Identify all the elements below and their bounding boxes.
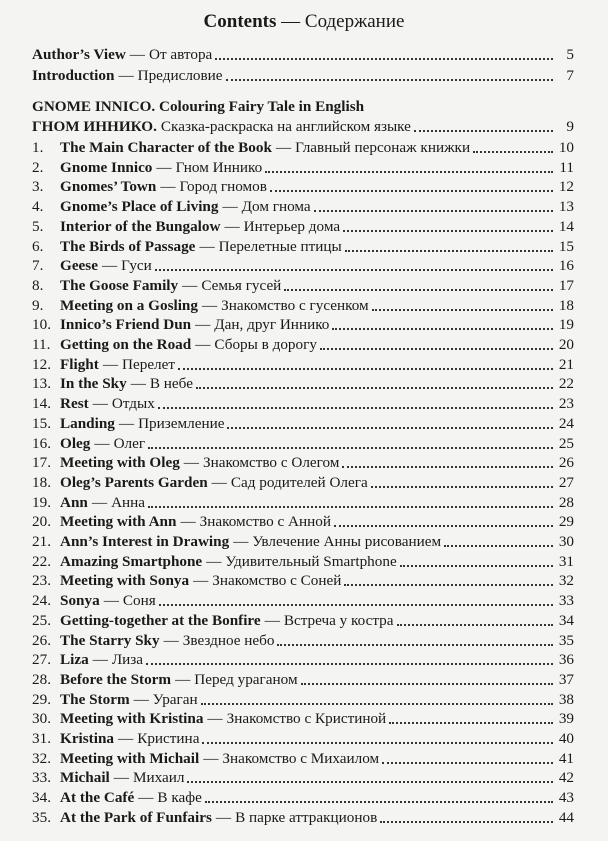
dot-leader [342,466,553,468]
dot-leader [301,683,553,685]
entry-title-en: The Goose Family [60,277,179,294]
entry-title-en: The Main Character of the Book [60,139,272,156]
page-number: 22 [558,375,574,392]
entry-number: 5. [32,218,44,235]
entry-number: 30. [32,710,51,727]
page-number: 37 [558,671,574,688]
entry-title-en: Getting-together at the Bonfire [60,612,261,629]
entry-number: 16. [32,435,51,452]
entry-dash: — [130,375,146,392]
entry-title-en: Introduction [32,67,115,84]
entry-title-ru: Город гномов [179,178,267,195]
page-number: 19 [558,316,574,333]
entry-title-en: The Starry Sky [60,632,160,649]
entry-title-en: Meeting with Oleg [60,454,180,471]
entry-title-ru: Удивительный Smartphone [225,553,397,570]
entry-dash: — [182,277,198,294]
entry-dash: — [101,257,118,274]
title-ru: Содержание [304,11,405,32]
entry-title-ru: Интерьер дома [243,218,341,235]
page-number: 13 [558,198,574,215]
entry-title-ru: Знакомство с Олегом [202,454,340,471]
entry-number: 27. [32,651,51,668]
entry-title-en: Michail [60,769,110,786]
toc-entry[interactable] [32,414,574,434]
toc-entry[interactable] [32,453,574,473]
page-number: 44 [558,809,574,826]
entry-number: 7. [32,257,44,274]
entry-title-ru: Перелетные птицы [218,238,342,255]
dot-leader [226,79,553,81]
section-title-ru-rest: Сказка-раскраска на английском языке [160,118,411,135]
entry-dash: — [183,454,199,471]
entry-dash: — [163,632,179,649]
page-number: 40 [558,730,574,747]
page-number: 17 [558,277,574,294]
entry-title-ru: В парке аттракционов [235,809,378,826]
entry-number: 20. [32,513,51,530]
title-dash: — [281,11,301,32]
toc-entry[interactable] [32,650,574,670]
page-number: 36 [558,651,574,668]
entry-number: 23. [32,572,51,589]
entry-dash: — [233,533,249,550]
entry-number: 28. [32,671,51,688]
entry-number: 33. [32,769,51,786]
entry-dash: — [103,592,119,609]
entry-title-ru: Дом гнома [241,198,311,215]
dot-leader [187,781,553,783]
entry-dash: — [180,513,196,530]
toc-entry[interactable] [32,394,574,414]
entry-dash: — [224,218,240,235]
page-title [0,11,608,33]
page-number: 16 [558,257,574,274]
page-number: 41 [558,750,574,767]
page-number: 32 [558,572,574,589]
entry-number: 12. [32,356,51,373]
entry-title-ru: Знакомство с гусенком [221,297,369,314]
page-number: 23 [558,395,574,412]
toc-entry[interactable] [32,611,574,631]
entry-number: 15. [32,415,51,432]
section-heading-en [32,97,574,117]
toc-entry[interactable] [32,158,574,178]
entry-title-ru: Сборы в дорогу [214,336,317,353]
entry-title-en: At the Café [60,789,135,806]
entry-title-en: Gnome’s Place of Living [60,198,219,215]
page-number: 42 [558,769,574,786]
dot-leader [158,407,553,409]
entry-title-ru: Предисловие [137,67,223,84]
entry-title-ru: Главный персонаж книжки [295,139,471,156]
page-number: 21 [558,356,574,373]
page-number: 20 [558,336,574,353]
page-number: 14 [558,218,574,235]
toc-entry[interactable] [32,512,574,532]
page-number: 26 [558,454,574,471]
entry-title-ru: Соня [122,592,156,609]
toc-entry[interactable] [32,690,574,710]
entry-title-en: Author’s View [32,46,126,63]
entry-number: 21. [32,533,51,550]
dot-leader [265,171,553,173]
page-number: 33 [558,592,574,609]
entry-title-ru: Михаил [132,769,185,786]
entry-number: 2. [32,159,44,176]
entry-title-ru: Лиза [111,651,144,668]
entry-title-ru: Увлечение Анны рисованием [252,533,442,550]
entry-title-en: Innico’s Friend Dun [60,316,192,333]
dot-leader [320,348,553,350]
entry-title-en: Getting on the Road [60,336,192,353]
page-number: 11 [559,159,574,176]
page-number: 31 [558,553,574,570]
section-heading-ru [32,117,574,137]
page-number: 35 [558,632,574,649]
entry-number: 18. [32,474,51,491]
entry-number: 25. [32,612,51,629]
dot-leader [270,190,553,192]
page-number: 7 [566,67,574,84]
entry-number: 32. [32,750,51,767]
toc-entry[interactable] [32,473,574,493]
entry-title-ru: Знакомство с Анной [199,513,331,530]
entry-number: 11. [32,336,51,353]
dot-leader [159,604,553,606]
entry-title-ru: Гном Иннико [175,159,263,176]
dot-leader [414,130,553,132]
entry-title-en: Before the Storm [60,671,172,688]
entry-title-ru: Знакомство с Кристиной [226,710,387,727]
page-number: 34 [558,612,574,629]
toc-entry[interactable] [32,434,574,454]
entry-title-en: Ann’s Interest in Drawing [60,533,230,550]
entry-number: 14. [32,395,51,412]
entry-title-ru: Анна [111,494,146,511]
entry-number: 8. [32,277,44,294]
toc-entry[interactable] [32,197,574,217]
entry-title-ru: Знакомство с Соней [212,572,342,589]
entry-title-ru: Дан, друг Иннико [214,316,330,333]
entry-number: 1. [32,139,44,156]
entry-title-ru: Приземление [138,415,225,432]
dot-leader [215,58,553,60]
dot-leader [277,644,553,646]
dot-leader [444,545,553,547]
entry-title-en: In the Sky [60,375,127,392]
dot-leader [473,151,553,153]
toc-entry[interactable] [32,571,574,591]
entry-number: 19. [32,494,51,511]
dot-leader [380,821,553,823]
entry-title-en: Oleg [60,435,91,452]
entry-dash: — [222,198,238,215]
title-en: Contents [203,11,277,32]
entry-dash: — [118,730,134,747]
dot-leader [284,289,553,291]
section-title-ru-bold: ГНОМ ИННИКО. [32,118,157,135]
page-number: 9 [566,118,574,135]
entry-title-en: Gnome Innico [60,159,153,176]
entry-dash: — [275,139,292,156]
toc-entry[interactable] [32,296,574,316]
entry-number: 4. [32,198,44,215]
dot-leader [148,447,553,449]
entry-title-en: Rest [60,395,89,412]
entry-dash: — [92,395,108,412]
entry-title-en: Interior of the Bungalow [60,218,221,235]
entry-number: 3. [32,178,44,195]
page-number: 10 [558,139,574,156]
front-matter-entry[interactable] [32,45,574,65]
toc-entry[interactable] [32,631,574,651]
page-number: 24 [558,415,574,432]
entry-dash: — [94,435,110,452]
dot-leader [400,565,553,567]
entry-title-en: Geese [60,257,98,274]
entry-title-ru: Встреча у костра [283,612,394,629]
entry-title-ru: Кристина [137,730,200,747]
entry-title-en: At the Park of Funfairs [60,809,212,826]
dot-leader [201,703,553,705]
entry-title-en: Liza [60,651,89,668]
page-number: 30 [558,533,574,550]
toc-entry[interactable] [32,729,574,749]
toc-entry[interactable] [32,138,574,158]
dot-leader [382,762,553,764]
page-number: 43 [558,789,574,806]
entry-dash: — [199,238,215,255]
entry-dash: — [156,159,172,176]
dot-leader [334,525,553,527]
dot-leader [344,584,553,586]
entry-title-ru: Отдых [111,395,155,412]
entry-title-en: Meeting with Sonya [60,572,190,589]
entry-number: 6. [32,238,44,255]
front-matter-entry[interactable] [32,66,574,86]
toc-entry[interactable] [32,177,574,197]
toc-entry[interactable] [32,808,574,828]
toc-entry[interactable] [32,217,574,237]
entry-title-en: Landing [60,415,115,432]
entry-dash: — [207,710,223,727]
entry-title-ru: Звездное небо [182,632,275,649]
toc-entry[interactable] [32,788,574,808]
toc-entry[interactable] [32,315,574,335]
toc-entry[interactable] [32,335,574,355]
dot-leader [146,663,553,665]
entry-dash: — [91,494,108,511]
entry-number: 9. [32,297,44,314]
dot-leader [389,722,553,724]
entry-number: 26. [32,632,51,649]
entry-dash: — [193,572,209,589]
entry-title-en: Meeting with Kristina [60,710,204,727]
entry-dash: — [113,769,129,786]
entry-number: 22. [32,553,51,570]
entry-dash: — [215,809,232,826]
toc-entry[interactable] [32,768,574,788]
dot-leader [196,387,553,389]
toc-entry[interactable] [32,709,574,729]
dot-leader [205,801,553,803]
toc-entry[interactable] [32,237,574,257]
entry-dash: — [264,612,280,629]
entry-dash: — [195,316,211,333]
entry-dash: — [160,178,176,195]
page-number: 18 [558,297,574,314]
page-number: 12 [558,178,574,195]
entry-title-ru: В небе [149,375,193,392]
dot-leader [148,506,553,508]
entry-title-ru: Ураган [152,691,198,708]
entry-title-ru: В кафе [157,789,202,806]
entry-number: 34. [32,789,51,806]
page-number: 27 [558,474,574,491]
entry-dash: — [118,415,135,432]
entry-number: 24. [32,592,51,609]
dot-leader [345,250,553,252]
entry-title-en: Kristina [60,730,115,747]
dot-leader [371,486,553,488]
entry-dash: — [133,691,149,708]
toc-entry[interactable] [32,355,574,375]
entry-number: 10. [32,316,51,333]
dot-leader [332,328,553,330]
entry-title-en: Amazing Smartphone [60,553,203,570]
entry-number: 17. [32,454,51,471]
entry-title-ru: Олег [113,435,146,452]
entry-title-ru: Перелет [122,356,176,373]
page-number: 38 [558,691,574,708]
page-number: 39 [558,710,574,727]
entry-dash: — [175,671,191,688]
entry-dash: — [92,651,108,668]
entry-number: 31. [32,730,51,747]
entry-title-en: Flight [60,356,99,373]
entry-title-ru: Сад родителей Олега [230,474,368,491]
entry-dash: — [118,67,134,84]
entry-dash: — [203,750,219,767]
page-number: 25 [558,435,574,452]
dot-leader [372,309,553,311]
toc-entry[interactable] [32,591,574,611]
entry-title-ru: От автора [148,46,213,63]
page-number: 15 [558,238,574,255]
entry-dash: — [129,46,145,63]
section-title-en: GNOME INNICO. Colouring Fairy Tale in English [32,98,365,115]
entry-title-en: Meeting with Michail [60,750,200,767]
entry-title-en: The Storm [60,691,130,708]
entry-dash: — [102,356,119,373]
entry-dash: — [211,474,227,491]
toc-entry[interactable] [32,374,574,394]
toc-entry[interactable] [32,552,574,572]
entry-title-en: Oleg’s Parents Garden [60,474,208,491]
entry-title-ru: Семья гусей [201,277,282,294]
dot-leader [202,742,553,744]
entry-title-en: Meeting with Ann [60,513,177,530]
toc-entry[interactable] [32,493,574,513]
dot-leader [227,427,553,429]
entry-title-en: Meeting on a Gosling [60,297,198,314]
toc-entry[interactable] [32,749,574,769]
toc-entry[interactable] [32,256,574,276]
entry-number: 13. [32,375,51,392]
entry-dash: — [195,336,211,353]
dot-leader [343,230,553,232]
entry-dash: — [206,553,222,570]
entry-title-ru: Перед ураганом [194,671,298,688]
entry-dash: — [201,297,218,314]
dot-leader [314,210,553,212]
toc-entry[interactable] [32,276,574,296]
page-number: 28 [558,494,574,511]
entry-title-en: Gnomes’ Town [60,178,157,195]
entry-title-ru: Знакомство с Михаилом [222,750,380,767]
toc-entry[interactable] [32,670,574,690]
dot-leader [178,368,553,370]
page-number: 29 [558,513,574,530]
entry-title-en: The Birds of Passage [60,238,196,255]
dot-leader [155,269,553,271]
page-number: 5 [566,46,574,63]
entry-title-en: Sonya [60,592,100,609]
entry-number: 29. [32,691,51,708]
entry-title-ru: Гуси [121,257,152,274]
entry-number: 35. [32,809,51,826]
toc-entry[interactable] [32,532,574,552]
dot-leader [397,624,553,626]
entry-dash: — [138,789,154,806]
entry-title-en: Ann [60,494,88,511]
